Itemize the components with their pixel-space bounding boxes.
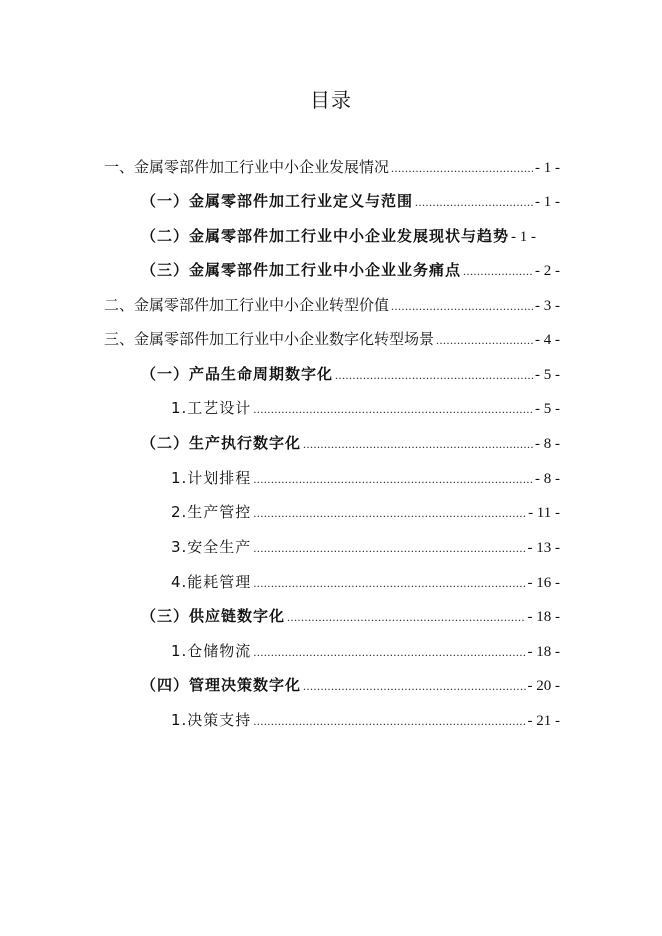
toc-entry-3-4-1[interactable] <box>171 708 560 732</box>
toc-entry-label: 2.生产管控 <box>171 503 252 521</box>
toc-leader-dots <box>253 709 525 733</box>
toc-leader-dots <box>253 501 526 525</box>
toc-entry-3-3[interactable] <box>141 604 560 628</box>
toc-entry-1-1[interactable] <box>141 189 560 213</box>
toc-entry-3-2-2[interactable] <box>171 500 560 524</box>
toc-entry-3-2[interactable] <box>141 431 560 455</box>
toc-entry-label: 二、金属零部件加工行业中小企业转型价值 <box>104 296 390 314</box>
toc-page-number: - 21 - <box>527 713 560 729</box>
toc-entry-3[interactable] <box>104 327 560 351</box>
toc-entry-label: 1.计划排程 <box>171 469 252 487</box>
toc-entry-1-2[interactable] <box>141 224 577 248</box>
toc-leader-dots <box>253 397 533 421</box>
toc-entry-1[interactable] <box>104 155 560 179</box>
toc-leader-dots <box>303 432 533 456</box>
toc-page-number: - 18 - <box>527 644 560 660</box>
toc-page-number: - 5 - <box>535 401 560 417</box>
toc-page-number: - 16 - <box>527 575 560 591</box>
toc-leader-dots <box>253 536 525 560</box>
toc-entry-label: 3.安全生产 <box>171 538 252 556</box>
toc-entry-label: （二）生产执行数字化 <box>141 434 302 452</box>
toc-entry-3-3-1[interactable] <box>171 639 560 663</box>
toc-leader-dots <box>391 156 533 180</box>
toc-page-number: - 1 - <box>535 194 560 210</box>
toc-entry-3-2-1[interactable] <box>171 466 560 490</box>
toc-entry-label: 4.能耗管理 <box>171 573 252 591</box>
toc-leader-dots <box>463 259 533 283</box>
toc-leader-dots <box>335 363 533 387</box>
toc-entry-3-1[interactable] <box>141 362 560 386</box>
toc-leader-dots <box>303 674 525 698</box>
toc-entry-label: （二）金属零部件加工行业中小企业发展现状与趋势 <box>141 227 510 245</box>
toc-entry-3-4[interactable] <box>141 673 560 697</box>
toc-entry-label: （四）管理决策数字化 <box>141 676 302 694</box>
toc-page-number: - 11 - <box>528 505 560 521</box>
toc-page-number: - 20 - <box>527 678 560 694</box>
toc-entry-label: （一）金属零部件加工行业定义与范围 <box>141 192 414 210</box>
toc-entry-label: （三）供应链数字化 <box>141 607 286 625</box>
toc-entry-label: （一）产品生命周期数字化 <box>141 365 334 383</box>
toc-page-number: - 1 - <box>535 160 560 176</box>
toc-entry-label: （三）金属零部件加工行业中小企业业务痛点 <box>141 261 462 279</box>
toc-leader-dots <box>253 640 525 664</box>
toc-page-number: - 8 - <box>535 471 560 487</box>
toc-leader-dots <box>415 190 533 214</box>
toc-page-number: - 3 - <box>535 298 560 314</box>
toc-title: 目录 <box>310 88 352 112</box>
toc-entry-2[interactable] <box>104 293 560 317</box>
toc-entry-3-2-4[interactable] <box>171 570 560 594</box>
toc-page-number: - 5 - <box>535 367 560 383</box>
toc-entry-3-2-3[interactable] <box>171 535 560 559</box>
toc-page-number: - 4 - <box>535 332 560 348</box>
toc-entry-1-3[interactable] <box>141 258 560 282</box>
toc-entry-label: 1.决策支持 <box>171 711 252 729</box>
toc-entry-label: 1.工艺设计 <box>171 399 252 417</box>
toc-leader-dots <box>391 294 533 318</box>
toc-page-number: - 13 - <box>527 540 560 556</box>
toc-leader-dots <box>436 328 533 352</box>
toc-leader-dots <box>287 605 525 629</box>
toc-page-number: - 1 - <box>511 229 537 245</box>
toc-page-number: - 8 - <box>535 436 560 452</box>
toc-leader-dots <box>253 467 533 491</box>
toc-entry-label: 三、金属零部件加工行业中小企业数字化转型场景 <box>104 330 435 348</box>
toc-page-number: - 2 - <box>535 263 560 279</box>
toc-entry-3-1-1[interactable] <box>171 396 560 420</box>
toc-entry-label: 一、金属零部件加工行业中小企业发展情况 <box>104 158 390 176</box>
toc-page-number: - 18 - <box>527 609 560 625</box>
toc-entry-label: 1.仓储物流 <box>171 642 252 660</box>
toc-leader-dots <box>253 571 525 595</box>
